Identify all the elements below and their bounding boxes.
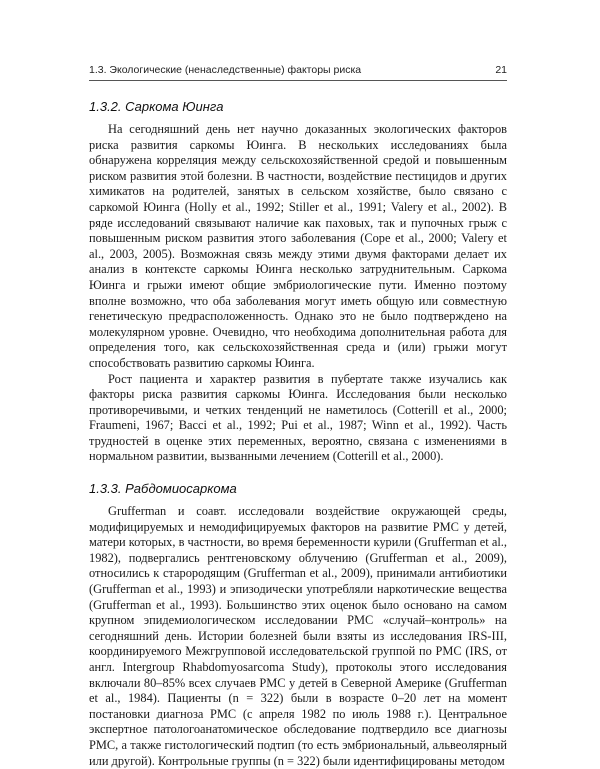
chapter-title: 1.3. Экологические (ненаследственные) факторы риска xyxy=(89,64,362,76)
section-ewing-sarcoma xyxy=(89,99,507,465)
paragraph: Grufferman и соавт. исследовали воздействие окружающей среды, модифицируемых и немодифицируемых факторов на развитие РМС у детей, матери которых, в частности, во время беременности курили (Grufferman et al., 1982), подвергались рентгеновскому облучению (Grufferman et al., 2009), относились к старородящим (Grufferman et al., 2009), принимали антибиотики (Grufferman et al., 1993) и эпизодически употребляли наркотические вещества (Grufferman et al., 1993). Большинство этих оценок было основано на самом крупном эпидемиологическом исследовании РМС «случай–контроль» на сегодняшний день. Истории болезней были взяты из исследования IRS-III, координируемого Межгрупповой исследовательской группой по РМС (IRS, от англ. Intergroup Rhabdomyosarcoma Study), протоколы этого исследования включали 80–85% всех случаев РМС у детей в Северной Америке (Grufferman et al., 1984). Пациенты (n = 322) были в возрасте 0–20 лет на момент постановки диагноза РМС (с апреля 1982 по июль 1988 г.). Центральное экспертное патологоанатомическое обследование подтвердило все диагнозы РМС, а также гистологический подтип (то есть эмбриональный, альвеолярный или другой). Контрольные группы (n = 322) были идентифицированы методом xyxy=(89,504,507,768)
paragraph: На сегодняшний день нет научно доказанных экологических факторов риска развития саркомы Юинга. В нескольких исследованиях была обнаружена корреляция между сельскохозяйственной средой и повышенным риском развития этой болезни. В частности, воздействие пестицидов и других химикатов на родителей, занятых в сельском хозяйстве, было связано с саркомой Юинга (Holly et al., 1992; Stiller et al., 1991; Valery et al., 2002). В ряде исследований связывают наличие как паховых, так и пупочных грыж с повышенным риском развития этого заболевания (Cope et al., 2000; Valery et al., 2003, 2005). Возможная связь между этими двумя факторами делает их анализ в контексте саркомы Юинга несколько затруднительным. Саркома Юинга и грыжи имеют общие эмбриологические пути. Именно поэтому вполне возможно, что оба заболевания могут иметь общую или совместную генетическую предрасположенность. Однако это не было подтверждено на молекулярном уровне. Очевидно, что необходима дополнительная работа для определения того, как сельскохозяйственная среда и (или) грыжи могут способствовать развитию саркомы Юинга. xyxy=(89,122,507,370)
section-title: 1.3.2. Саркома Юинга xyxy=(89,99,224,114)
section-rhabdomyosarcoma xyxy=(89,481,507,769)
page-number: 21 xyxy=(495,64,507,76)
book-page xyxy=(89,64,507,769)
section-title: 1.3.3. Рабдомиосаркома xyxy=(89,481,237,497)
running-header xyxy=(89,64,507,81)
paragraph: Рост пациента и характер развития в пубертате также изучались как факторы риска развития саркомы Юинга. Исследования были несколько противоречивыми, и четких тенденций не наметилось (Cotterill et al., 2000; Fraumeni, 1967; Bacci et al., 1992; Pui et al., 1987; Winn et al., 1992). Часть трудностей в оценке этих переменных, вероятно, связана с изменениями в нормальном развитии, вызванными лечением (Cotterill et al., 2000). xyxy=(89,371,507,464)
